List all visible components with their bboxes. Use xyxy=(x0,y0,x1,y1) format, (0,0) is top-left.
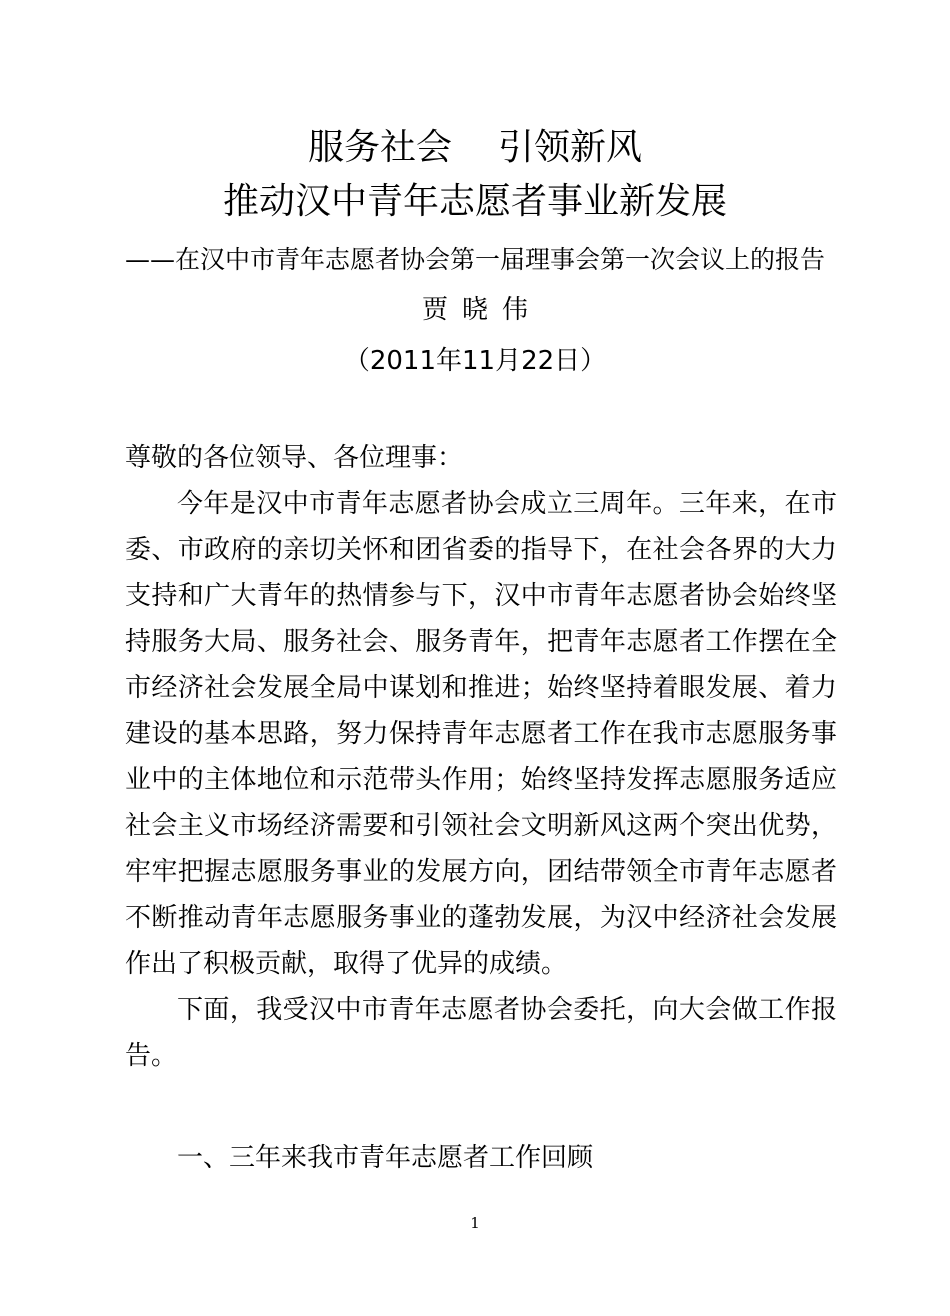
salutation: 尊敬的各位领导、各位理事： xyxy=(125,443,464,473)
title-part-2: 引领新风 xyxy=(498,127,643,168)
page-number: 1 xyxy=(470,1214,480,1232)
section-heading-block xyxy=(125,1135,837,1181)
title-line-2: 推动汉中青年志愿者事业新发展 xyxy=(222,181,727,222)
title-part-1: 服务社会 xyxy=(307,127,452,168)
document-body xyxy=(125,435,837,1079)
section-heading: 一、三年来我市青年志愿者工作回顾 xyxy=(177,1143,594,1173)
body-paragraph-1: 今年是汉中市青年志愿者协会成立三周年。三年来，在市委、市政府的亲切关怀和团省委的指导下，在社会各界的大力支持和广大青年的热情参与下，汉中市青年志愿者协会始终坚持服务大局、服务社会、服务青年，把青年志愿者工作摆在全市经济社会发展全局中谋划和推进；始终坚持着眼发展、着力建设的基本思路，努力保持青年志愿者工作在我市志愿服务事业中的主体地位和示范带头作用；始终坚持发挥志愿服务适应社会主义市场经济需要和引领社会文明新风这两个突出优势，牢牢把握志愿服务事业的发展方向，团结带领全市青年志愿者不断推动青年志愿服务事业的蓬勃发展，为汉中经济社会发展作出了积极贡献，取得了优异的成绩。 xyxy=(125,489,837,979)
report-date: （2011年11月22日） xyxy=(343,346,607,376)
report-subtitle: ——在汉中市青年志愿者协会第一届理事会第一次会议上的报告 xyxy=(124,245,825,274)
author-name: 贾晓伟 xyxy=(421,295,542,325)
title-line-1 xyxy=(0,126,950,170)
body-paragraph-2: 下面，我受汉中市青年志愿者协会委托，向大会做工作报告。 xyxy=(125,995,837,1071)
